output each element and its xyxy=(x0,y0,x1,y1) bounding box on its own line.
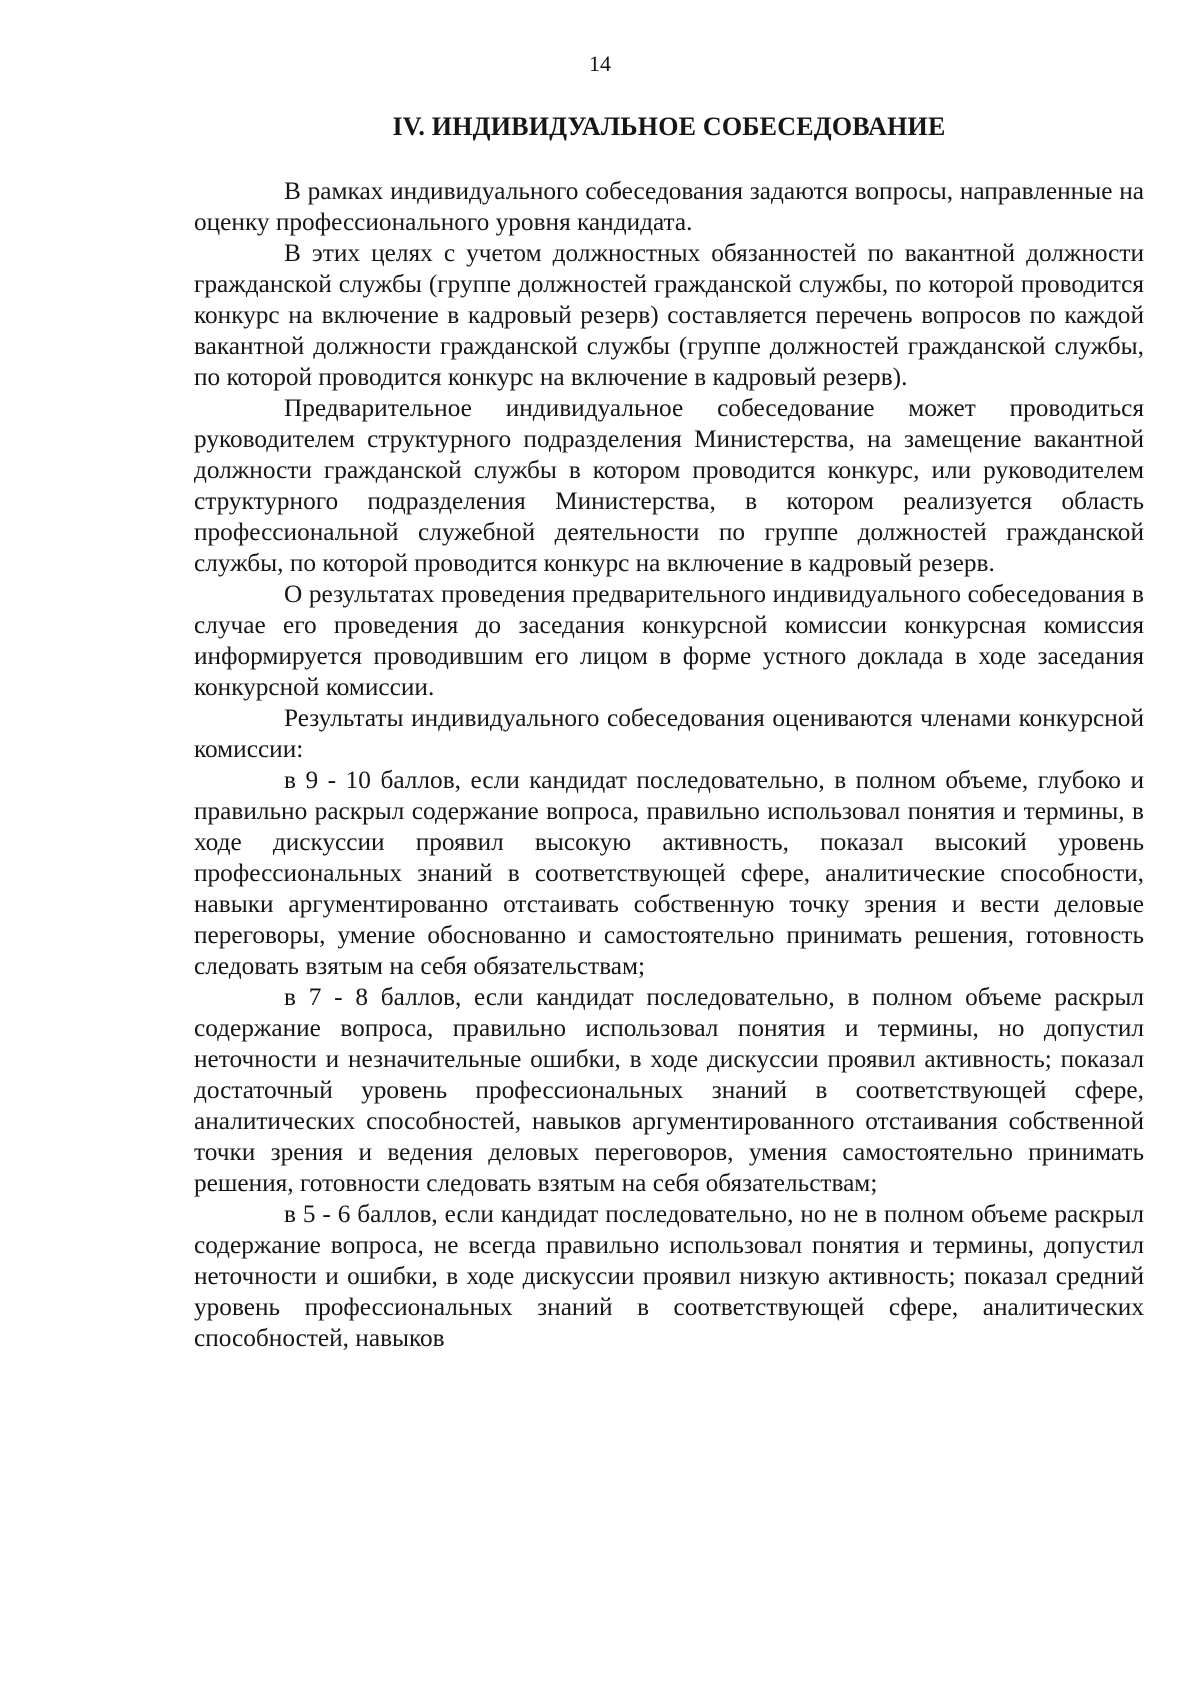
paragraph-intro: В рамках индивидуального собеседования задаются вопросы, направленные на оценку профессионального уровня кандидата. xyxy=(194,177,1144,236)
paragraph-evaluation: Результаты индивидуального собеседования оцениваются членами конкурсной комиссии: xyxy=(194,704,1144,763)
paragraph-score-9-10: в 9 - 10 баллов, если кандидат последовательно, в полном объеме, глубоко и правильно раскрыл содержание вопроса, правильно использовал понятия и термины, в ходе дискуссии проявил высокую активность, показал высокий уровень профессиональных знаний в соответствующей сфере, аналитические способности, навыки аргументированно отстаивать собственную точку зрения и вести деловые переговоры, умение обоснованно и самостоятельно принимать решения, готовность следовать взятым на себя обязательствам; xyxy=(194,766,1144,980)
paragraph-question-list: В этих целях с учетом должностных обязанностей по вакантной должности гражданской службы (группе должностей гражданской службы, по которой проводится конкурс на включение в кадровый резерв) составляется перечень вопросов по каждой вакантной должности гражданской службы (группе должностей гражданской службы, по которой проводится конкурс на включение в кадровый резерв). xyxy=(194,239,1144,391)
document-body xyxy=(194,176,1144,1354)
paragraph-score-7-8: в 7 - 8 баллов, если кандидат последовательно, в полном объеме раскрыл содержание вопроса, правильно использовал понятия и термины, но допустил неточности и незначительные ошибки, в ходе дискуссии проявил активность; показал достаточный уровень профессиональных знаний в соответствующей сфере, аналитических способностей, навыков аргументированного отстаивания собственной точки зрения и ведения деловых переговоров, умения самостоятельно принимать решения, готовности следовать взятым на себя обязательствам; xyxy=(194,983,1144,1197)
page-number: 14 xyxy=(589,51,611,76)
paragraph-preliminary-interview: Предварительное индивидуальное собеседование может проводиться руководителем структурного подразделения Министерства, на замещение вакантной должности гражданской службы в котором проводится конкурс, или руководителем структурного подразделения Министерства, в котором реализуется область профессиональной служебной деятельности по группе должностей гражданской службы, по которой проводится конкурс на включение в кадровый резерв. xyxy=(194,394,1144,577)
paragraph-results-report: О результатах проведения предварительного индивидуального собеседования в случае его проведения до заседания конкурсной комиссии конкурсная комиссия информируется проводившим его лицом в форме устного доклада в ходе заседания конкурсной комиссии. xyxy=(194,580,1144,701)
paragraph-score-5-6: в 5 - 6 баллов, если кандидат последовательно, но не в полном объеме раскрыл содержание вопроса, не всегда правильно использовал понятия и термины, допустил неточности и ошибки, в ходе дискуссии проявил низкую активность; показал средний уровень профессиональных знаний в соответствующей сфере, аналитических способностей, навыков xyxy=(194,1200,1144,1352)
section-heading: IV. ИНДИВИДУАЛЬНОЕ СОБЕСЕДОВАНИЕ xyxy=(392,112,946,141)
